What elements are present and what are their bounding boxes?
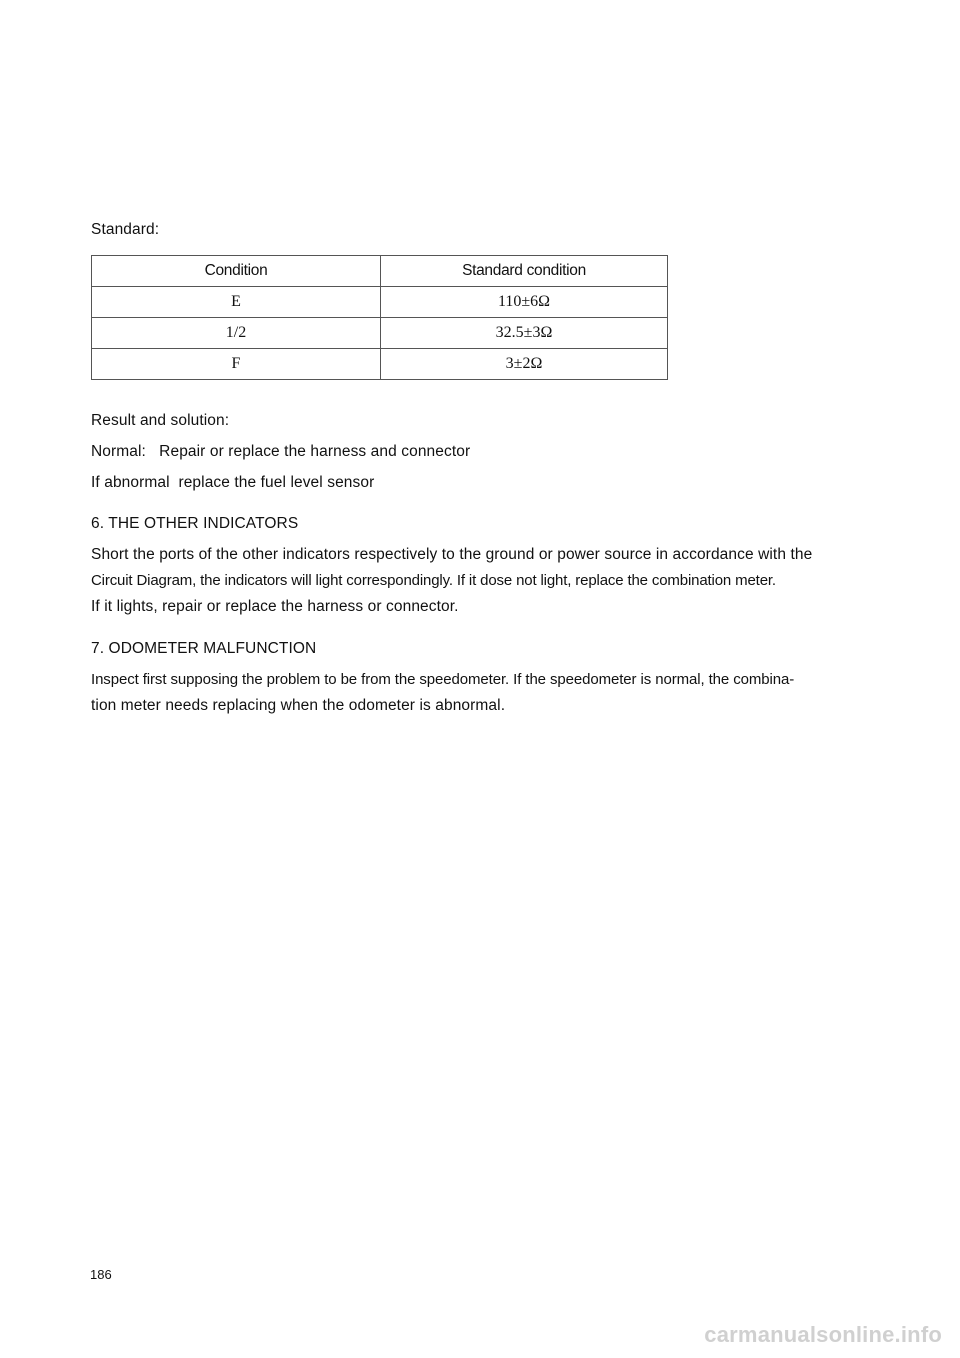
condition-cell: E — [92, 287, 381, 318]
header-condition: Condition — [92, 256, 381, 287]
header-standard-condition: Standard condition — [381, 256, 668, 287]
standard-value-cell: 110±6Ω — [381, 287, 668, 318]
table-row — [92, 349, 668, 380]
section-6-line: If it lights, repair or replace the harness or connector. — [91, 598, 459, 615]
standard-label: Standard: — [91, 221, 160, 238]
standard-value-cell: 3±2Ω — [381, 349, 668, 380]
table-row — [92, 318, 668, 349]
result-label: Result and solution: — [91, 412, 230, 429]
section-7-line: Inspect first supposing the problem to be from the speedometer. If the speedometer is normal, the combina- — [91, 671, 795, 688]
condition-cell: 1/2 — [92, 318, 381, 349]
section-6-line: Short the ports of the other indicators respectively to the ground or power source in accordance with the — [91, 546, 813, 563]
table-header-row — [92, 256, 668, 287]
section-7-line: tion meter needs replacing when the odometer is abnormal. — [91, 697, 506, 714]
abnormal-result-text: If abnormal replace the fuel level sensor — [91, 474, 375, 491]
standard-value-cell: 32.5±3Ω — [381, 318, 668, 349]
watermark: carmanualsonline.info — [704, 1322, 942, 1347]
section-6-line: Circuit Diagram, the indicators will light correspondingly. If it dose not light, replace the combination meter. — [91, 572, 776, 589]
condition-cell: F — [92, 349, 381, 380]
section-7-heading: 7. ODOMETER MALFUNCTION — [91, 640, 317, 657]
page-number: 186 — [90, 1267, 112, 1282]
table-row — [92, 287, 668, 318]
normal-result-text: Normal: Repair or replace the harness and connector — [91, 443, 471, 460]
section-6-heading: 6. THE OTHER INDICATORS — [91, 515, 299, 532]
standard-table — [91, 255, 668, 380]
